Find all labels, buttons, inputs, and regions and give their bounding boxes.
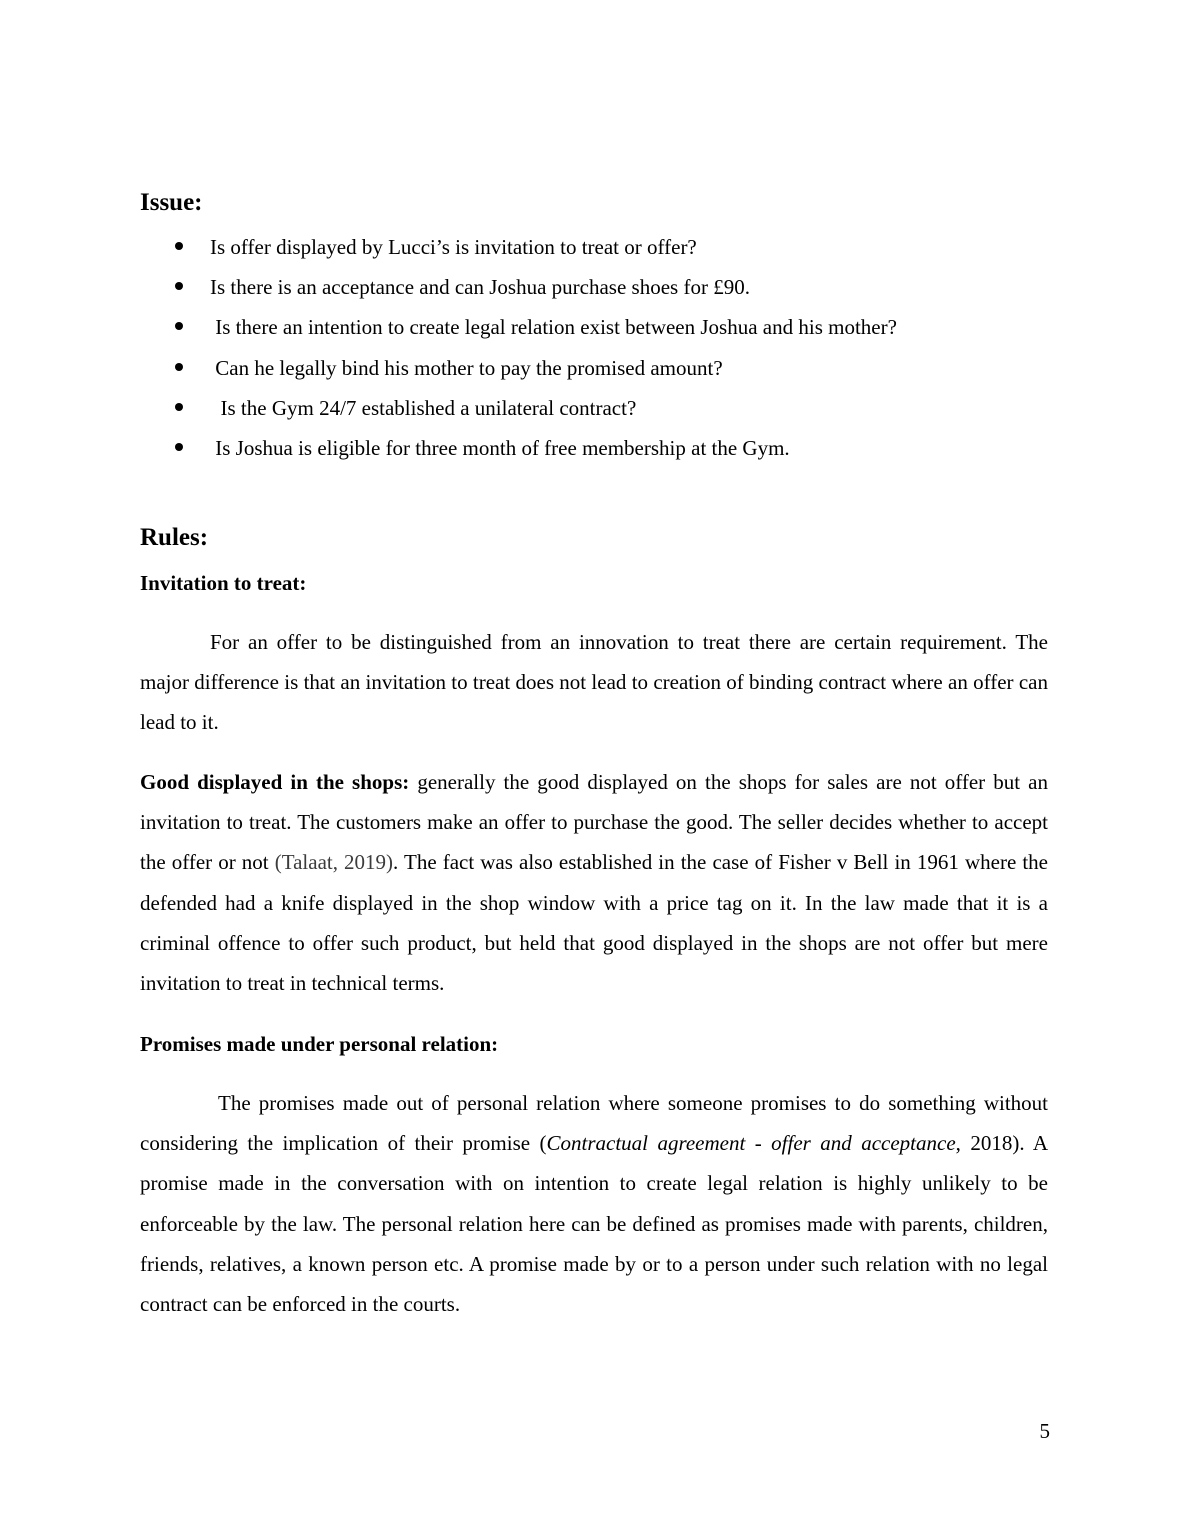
list-item-text: Is there is an acceptance and can Joshua purchase shoes for £90. (210, 275, 750, 300)
bullet-icon (175, 363, 183, 371)
invitation-paragraph: For an offer to be distinguished from an innovation to treat there are certain requirement. The major difference is that an invitation to treat does not lead to creation of binding contract where an offer can lead to it. (140, 630, 1048, 735)
promises-text-before: The promises made out of personal relation where someone promises to do something without considering the implication of their promise ( (140, 1091, 1048, 1156)
page-number: 5 (1039, 1419, 1050, 1443)
list-item (0, 272, 1190, 312)
list-item (0, 393, 1190, 433)
rules-heading: Rules: (140, 524, 209, 551)
issue-heading: Issue: (140, 189, 203, 216)
bullet-icon (175, 403, 183, 411)
list-item-text: Is there an intention to create legal relation exist between Joshua and his mother? (210, 315, 897, 340)
goods-text-after: . The fact was also established in the case of Fisher v Bell in 1961 where the defended had a knife displayed in the shop window with a price tag on it. In the law made that it is a criminal offence to offer such product, but held that good displayed in the shops are not offer but mere invitation to treat in technical terms. (140, 850, 1048, 996)
list-item-text: Is offer displayed by Lucci’s is invitation to treat or offer? (210, 235, 697, 259)
list-item-text: Is the Gym 24/7 established a unilateral contract? (210, 395, 637, 420)
promises-citation: Contractual agreement - offer and acceptance (546, 1131, 956, 1156)
promises-text-after: , 2018). A promise made in the conversation with on intention to create legal relation is highly unlikely to be enforceable by the law. The personal relation here can be defined as promises made with parents, children, friends, relatives, a known person etc. A promise made by or to a person under such relation with no legal contract can be enforced in the courts. (140, 1131, 1049, 1317)
issue-list (0, 232, 1190, 473)
goods-text-before: generally the good displayed on the shops for sales are not offer but an invitation to treat. The customers make an offer to purchase the good. The seller decides whether to accept the offer or not (140, 770, 1048, 875)
goods-paragraph (140, 762, 1048, 1003)
list-item-text: Is Joshua is eligible for three month of free membership at the Gym. (210, 435, 790, 460)
list-item (0, 353, 1190, 393)
bullet-icon (175, 282, 183, 290)
bullet-icon (175, 322, 183, 330)
list-item-text: Can he legally bind his mother to pay the promised amount? (210, 355, 723, 380)
promises-heading: Promises made under personal relation: (140, 1032, 499, 1056)
list-item (0, 312, 1190, 352)
bullet-icon (175, 443, 183, 451)
list-item (0, 232, 1190, 272)
goods-citation: (Talaat, 2019) (274, 850, 394, 875)
list-item (0, 433, 1190, 473)
promises-paragraph (140, 1083, 1048, 1324)
bullet-icon (175, 242, 183, 250)
invitation-heading: Invitation to treat: (140, 571, 307, 595)
goods-lead: Good displayed in the shops: (140, 770, 410, 794)
